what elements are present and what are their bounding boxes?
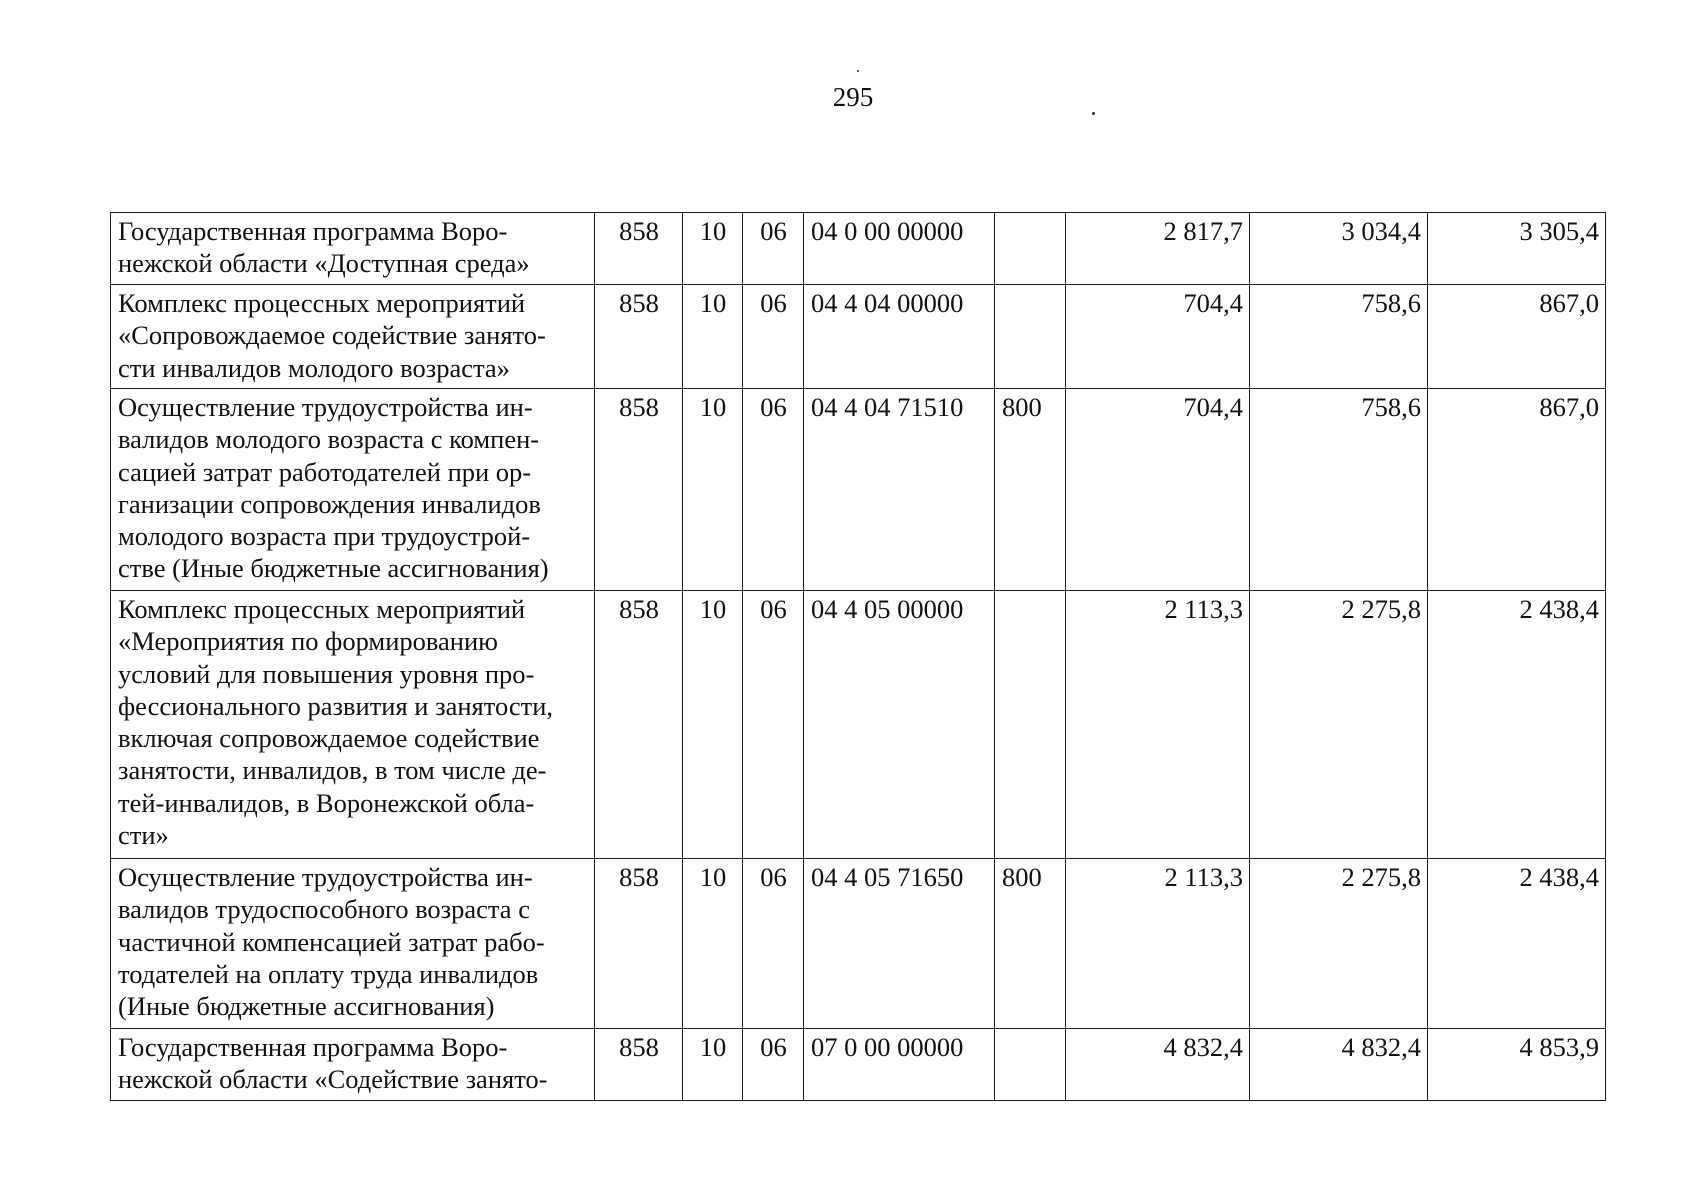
cell-vr: 800 — [995, 859, 1066, 1029]
cell-csr: 04 4 05 71650 — [804, 859, 995, 1029]
table-row — [111, 389, 1606, 591]
cell-rz: 10 — [683, 389, 743, 591]
cell-rz: 10 — [683, 859, 743, 1029]
cell-pr: 06 — [743, 859, 804, 1029]
cell-ved: 858 — [595, 1029, 683, 1101]
table-row — [111, 1029, 1606, 1101]
cell-ved: 858 — [595, 389, 683, 591]
table-row — [111, 591, 1606, 859]
cell-ved: 858 — [595, 859, 683, 1029]
cell-sum-3: 4 853,9 — [1428, 1029, 1606, 1101]
cell-csr: 04 0 00 00000 — [804, 213, 995, 285]
cell-sum-1: 2 817,7 — [1066, 213, 1250, 285]
cell-vr: 800 — [995, 389, 1066, 591]
cell-sum-1: 704,4 — [1066, 389, 1250, 591]
cell-vr — [995, 591, 1066, 859]
cell-name: Государственная программа Воро- нежской области «Доступная среда» — [111, 213, 595, 285]
cell-sum-1: 704,4 — [1066, 285, 1250, 389]
cell-name: Осуществление трудоустройства ин- валидов молодого возраста с компен- сацией затрат работодателей при ор- ганизации сопровождения инвалидов молодого возраста при трудоустрой- стве (Иные бюджетные ассигнования) — [111, 389, 595, 591]
scan-speck — [857, 70, 859, 72]
cell-sum-2: 758,6 — [1250, 389, 1428, 591]
cell-sum-2: 4 832,4 — [1250, 1029, 1428, 1101]
cell-vr — [995, 1029, 1066, 1101]
cell-sum-1: 2 113,3 — [1066, 859, 1250, 1029]
cell-name: Комплекс процессных мероприятий «Мероприятия по формированию условий для повышения уровня про- фессионального развития и занятости, включая сопровождаемое содействие занятости, инвалидов, в том числе де- тей-инвалидов, в Воронежской обла- сти» — [111, 591, 595, 859]
cell-sum-3: 867,0 — [1428, 285, 1606, 389]
cell-sum-3: 2 438,4 — [1428, 859, 1606, 1029]
page-number: 295 — [832, 82, 874, 112]
cell-pr: 06 — [743, 389, 804, 591]
cell-pr: 06 — [743, 285, 804, 389]
cell-name: Государственная программа Воро- нежской области «Содействие занято- — [111, 1029, 595, 1101]
cell-sum-2: 2 275,8 — [1250, 591, 1428, 859]
cell-ved: 858 — [595, 591, 683, 859]
cell-rz: 10 — [683, 591, 743, 859]
cell-sum-2: 758,6 — [1250, 285, 1428, 389]
scan-speck — [1092, 112, 1095, 115]
cell-vr — [995, 213, 1066, 285]
cell-sum-1: 4 832,4 — [1066, 1029, 1250, 1101]
cell-rz: 10 — [683, 285, 743, 389]
cell-name: Комплекс процессных мероприятий «Сопровождаемое содействие занято- сти инвалидов молодого возраста» — [111, 285, 595, 389]
budget-table — [110, 212, 1606, 1101]
cell-sum-3: 3 305,4 — [1428, 213, 1606, 285]
cell-csr: 07 0 00 00000 — [804, 1029, 995, 1101]
cell-sum-3: 867,0 — [1428, 389, 1606, 591]
cell-ved: 858 — [595, 285, 683, 389]
cell-sum-3: 2 438,4 — [1428, 591, 1606, 859]
table-row — [111, 285, 1606, 389]
cell-csr: 04 4 04 00000 — [804, 285, 995, 389]
cell-pr: 06 — [743, 591, 804, 859]
cell-pr: 06 — [743, 1029, 804, 1101]
cell-rz: 10 — [683, 1029, 743, 1101]
cell-vr — [995, 285, 1066, 389]
cell-rz: 10 — [683, 213, 743, 285]
cell-csr: 04 4 05 00000 — [804, 591, 995, 859]
cell-pr: 06 — [743, 213, 804, 285]
cell-sum-2: 3 034,4 — [1250, 213, 1428, 285]
cell-sum-1: 2 113,3 — [1066, 591, 1250, 859]
table-body — [111, 213, 1606, 1101]
table-row — [111, 213, 1606, 285]
cell-ved: 858 — [595, 213, 683, 285]
cell-sum-2: 2 275,8 — [1250, 859, 1428, 1029]
cell-csr: 04 4 04 71510 — [804, 389, 995, 591]
cell-name: Осуществление трудоустройства ин- валидов трудоспособного возраста с частичной компенсацией затрат рабо- тодателей на оплату труда инвалидов (Иные бюджетные ассигнования) — [111, 859, 595, 1029]
table-row — [111, 859, 1606, 1029]
